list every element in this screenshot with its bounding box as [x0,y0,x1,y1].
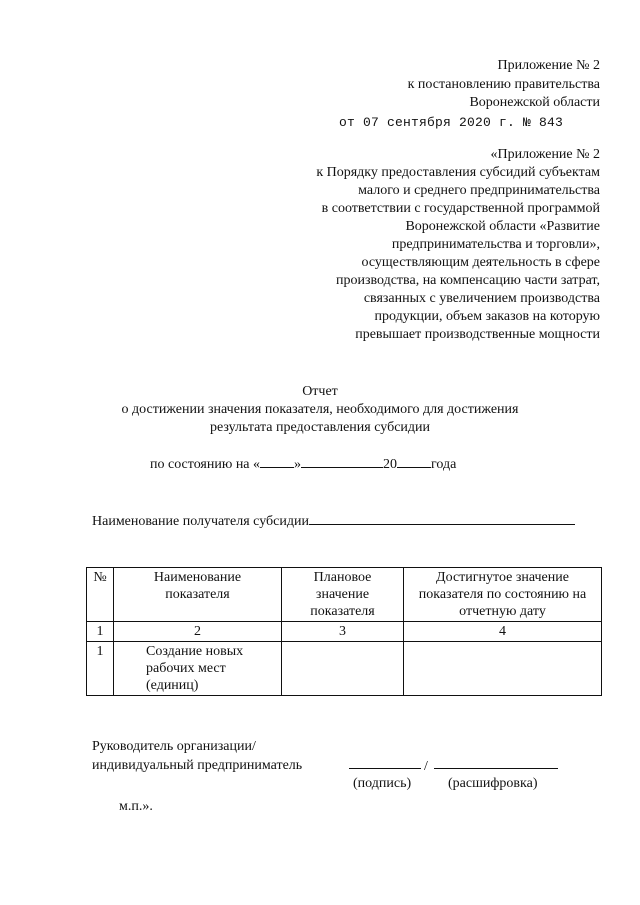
report-title: Отчет [302,384,338,399]
as-of-suffix: года [431,457,457,472]
appendix-title: Приложение № 2 [497,58,600,73]
signature-separator: / [424,759,428,774]
header-achieved-value: Достигнутое значение показателя по состоянию на отчетную дату [404,568,602,622]
indicator-table [86,567,602,696]
as-of-prefix: по состоянию на « [150,457,261,472]
appendix-ref-line: к постановлению правительства [407,77,600,92]
report-subtitle-line2: результата предоставления субсидии [209,420,431,435]
row-achieved-value [404,642,602,696]
year-prefix: 20 [383,457,398,472]
table-numbering-row [87,622,602,642]
col-number-4: 4 [404,622,602,642]
procedure-line: к Порядку предоставления субсидий субъектам [316,165,600,180]
signature-blank [349,768,421,769]
as-of-date-line [150,453,456,474]
procedure-line: в соответствии с государственной программой [321,201,600,216]
as-of-mid: » [294,457,302,472]
signature-role-line1: Руководитель организации/ [92,739,256,754]
procedure-line: «Приложение № 2 [490,147,600,162]
decoding-blank [434,768,558,769]
header-planned-value: Плановое значение показателя [282,568,404,622]
procedure-line: связанных с увеличением производства [363,291,600,306]
procedure-line: Воронежской области «Развитие [405,219,600,234]
procedure-line: производства, на компенсацию части затрат, [335,273,600,288]
header-indicator-name: Наименование показателя [114,568,282,622]
decoding-label: (расшифровка) [448,776,538,791]
procedure-line: продукции, объем заказов на которую [374,309,600,324]
row-planned-value [282,642,404,696]
header-number: № [87,568,114,622]
recipient-label: Наименование получателя субсидии [92,514,309,529]
col-number-1: 1 [87,622,114,642]
table-row [87,642,602,696]
report-subtitle-line1: о достижении значения показателя, необходимого для достижения [121,402,519,417]
appendix-date-number: от 07 сентября 2020 г. № 843 [338,115,563,130]
procedure-line: предпринимательства и торговли», [391,237,600,252]
signature-role-line2: индивидуальный предприниматель [92,758,303,773]
appendix-region-line: Воронежской области [469,95,600,110]
row-number: 1 [87,642,114,696]
procedure-line: превышает производственные мощности [355,327,600,342]
seal-mark: м.п.». [119,799,153,814]
recipient-blank [309,510,575,525]
day-blank [260,453,294,468]
month-blank [301,453,383,468]
procedure-line: малого и среднего предпринимательства [358,183,600,198]
table-header-row [87,568,602,622]
procedure-line: осуществляющим деятельность в сфере [361,255,600,270]
col-number-3: 3 [282,622,404,642]
recipient-line [92,510,575,531]
row-indicator-name: Создание новых рабочих мест (единиц) [114,642,282,696]
col-number-2: 2 [114,622,282,642]
signature-label: (подпись) [353,776,412,791]
year-blank [397,453,431,468]
